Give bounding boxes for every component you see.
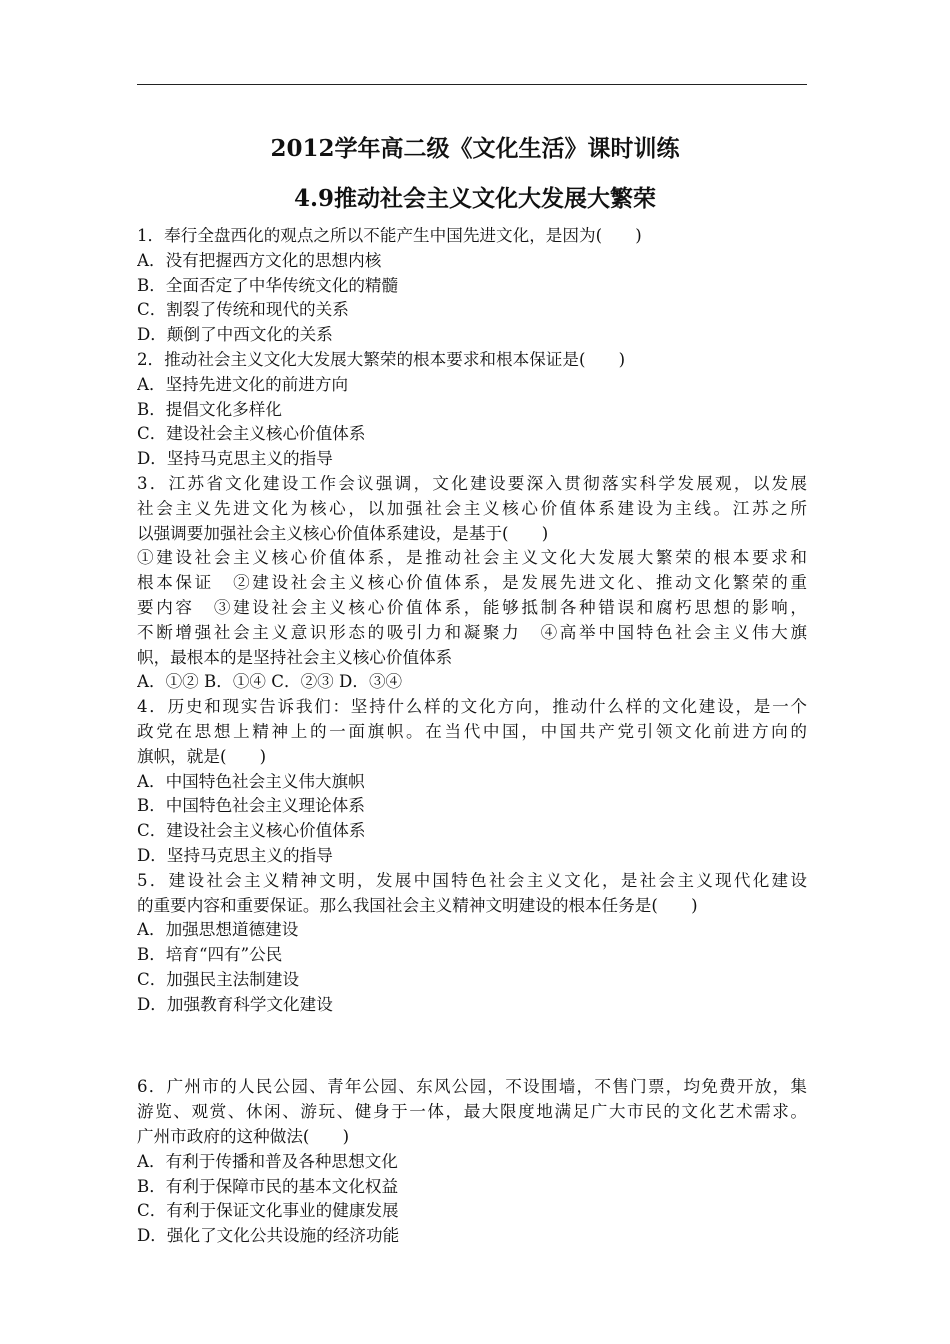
text-line: C．建设社会主义核心价值体系 bbox=[137, 821, 366, 841]
text-line: A．没有把握西方文化的思想内核 bbox=[137, 250, 382, 270]
text-line: D．颠倒了中西文化的关系 bbox=[137, 325, 333, 345]
text-line: B．提倡文化多样化 bbox=[137, 399, 282, 419]
text-line: 3．江苏省文化建设工作会议强调，文化建设要深入贯彻落实科学发展观，以发展 bbox=[137, 473, 807, 493]
text-line: 社会主义先进文化为核心，以加强社会主义核心价值体系建设为主线。江苏之所 bbox=[137, 498, 807, 518]
text-line: 旗帜，就是( ) bbox=[137, 746, 267, 766]
text-line: 要内容 ③建设社会主义核心价值体系，能够抵制各种错误和腐朽思想的影响， bbox=[137, 597, 807, 617]
text-line: C．建设社会主义核心价值体系 bbox=[137, 424, 366, 444]
text-line: 5．建设社会主义精神文明，发展中国特色社会主义文化，是社会主义现代化建设 bbox=[137, 870, 807, 890]
document-title: 2012学年高二级《文化生活》课时训练 bbox=[270, 135, 680, 162]
text-line: A．中国特色社会主义伟大旗帜 bbox=[137, 771, 365, 791]
text-line: 2．推动社会主义文化大发展大繁荣的根本要求和根本保证是( ) bbox=[137, 349, 626, 369]
text-line: D．坚持马克思主义的指导 bbox=[137, 449, 333, 469]
text-line: A．①② B．①④ C．②③ D．③④ bbox=[137, 672, 403, 692]
text-line: 帜，最根本的是坚持社会主义核心价值体系 bbox=[137, 647, 453, 667]
text-line: 的重要内容和重要保证。那么我国社会主义精神文明建设的根本任务是( ) bbox=[137, 895, 698, 915]
text-line: 广州市政府的这种做法( ) bbox=[137, 1127, 350, 1147]
text-line: 以强调要加强社会主义核心价值体系建设，是基于( ) bbox=[137, 523, 549, 543]
text-line: B．培育“四有”公民 bbox=[137, 945, 283, 965]
text-line: D．加强教育科学文化建设 bbox=[137, 994, 333, 1014]
text-line: C．割裂了传统和现代的关系 bbox=[137, 300, 349, 320]
text-line: D．强化了文化公共设施的经济功能 bbox=[137, 1226, 400, 1246]
text-line: 不断增强社会主义意识形态的吸引力和凝聚力 ④高举中国特色社会主义伟大旗 bbox=[137, 622, 807, 642]
text-line: ①建设社会主义核心价值体系，是推动社会主义文化大发展大繁荣的根本要求和 bbox=[137, 548, 807, 568]
text-line: B．有利于保障市民的基本文化权益 bbox=[137, 1176, 399, 1196]
text-line: 政党在思想上精神上的一面旗帜。在当代中国，中国共产党引领文化前进方向的 bbox=[137, 721, 807, 741]
text-line: B．中国特色社会主义理论体系 bbox=[137, 796, 365, 816]
document-subtitle: 4.9推动社会主义文化大发展大繁荣 bbox=[293, 185, 656, 212]
text-line: 根本保证 ②建设社会主义核心价值体系，是发展先进文化、推动文化繁荣的重 bbox=[137, 573, 807, 593]
text-line: A．加强思想道德建设 bbox=[137, 920, 299, 940]
text-line: B．全面否定了中华传统文化的精髓 bbox=[137, 275, 399, 295]
header-rule bbox=[137, 84, 807, 85]
text-line: C．有利于保证文化事业的健康发展 bbox=[137, 1201, 399, 1221]
text-line: C．加强民主法制建设 bbox=[137, 969, 300, 989]
text-line: A．坚持先进文化的前进方向 bbox=[137, 374, 349, 394]
question-list bbox=[137, 224, 807, 1249]
text-line: 6．广州市的人民公园、青年公园、东风公园，不设围墙，不售门票，均免费开放，集 bbox=[137, 1077, 807, 1097]
text-line: 4．历史和现实告诉我们：坚持什么样的文化方向，推动什么样的文化建设，是一个 bbox=[137, 697, 807, 717]
text-line: D．坚持马克思主义的指导 bbox=[137, 845, 333, 865]
text-line: 游览、观赏、休闲、游玩、健身于一体，最大限度地满足广大市民的文化艺术需求。 bbox=[137, 1102, 807, 1122]
text-line: A．有利于传播和普及各种思想文化 bbox=[137, 1151, 398, 1171]
text-line: 1．奉行全盘西化的观点之所以不能产生中国先进文化，是因为( ) bbox=[137, 226, 642, 245]
blank-line bbox=[137, 1034, 807, 1059]
